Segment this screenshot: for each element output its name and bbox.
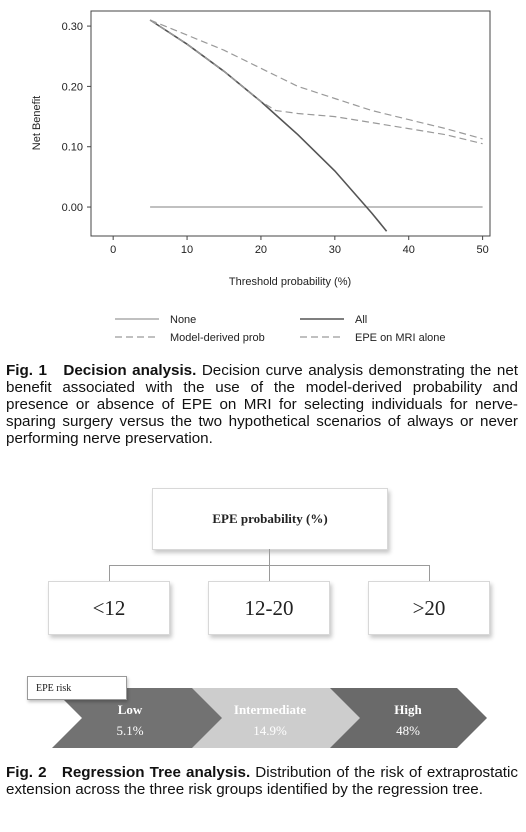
risk-group-name: High [394,702,422,717]
fig2-caption [6,764,518,798]
fig2-title: Regression Tree analysis. [61,764,251,781]
tree-connector-mid [269,565,270,581]
y-tick-label: 0.20 [61,81,83,94]
tree-leaf-label: 12-20 [244,595,294,620]
risk-group-value: 14.9% [253,723,287,738]
tree-root-node [152,488,388,550]
x-tick-label: 50 [476,244,489,256]
tree-root-label: EPE probability (%) [212,511,328,526]
y-tick-label: 0.30 [61,21,83,34]
y-tick-label: 0.00 [61,202,83,215]
plot-frame [91,11,490,236]
fig2-number: Fig. 2 [6,764,47,781]
fig1-title: Decision analysis. [63,362,197,379]
x-tick-label: 40 [402,244,415,256]
legend-label: All [355,314,368,326]
legend-label: Model-derived prob [170,332,265,344]
series-line-all [150,20,387,231]
legend-label: None [170,314,197,326]
legend-label: EPE on MRI alone [355,332,446,344]
decision-curve-chart [0,0,526,360]
y-tick-label: 0.10 [61,141,83,154]
fig1-text: Decision curve analysis demonstrating the net benefit associated with the use of the model-derived probability and presence or absence of EPE on MRI for selecting individuals for nerve-sparing surgery versus the two hypothetical scenarios of always or never performing nerve preservation. [6,362,518,447]
tree-leaf-mid [208,581,330,635]
risk-group-intermediate [220,702,320,739]
tree-leaf-label: >20 [412,595,446,620]
risk-group-value: 48% [396,723,420,738]
x-tick-label: 0 [110,244,117,256]
x-tick-label: 30 [328,244,341,256]
epe-risk-tag-label: EPE risk [36,683,72,694]
risk-group-high [358,702,458,739]
epe-risk-tag [27,676,127,700]
fig1-caption [6,362,518,447]
series-line-model-derived-prob [150,20,483,139]
x-axis-label: Threshold probability (%) [228,276,352,288]
risk-group-name: Intermediate [233,702,307,717]
tree-leaf-high [368,581,490,635]
tree-connector-vertical [269,549,270,566]
x-tick-label: 20 [254,244,268,256]
tree-leaf-low [48,581,170,635]
y-axis-label: Net Benefit [31,95,43,151]
chart-legend [115,314,446,344]
fig2-text: Distribution of the risk of extraprostatic extension across the three risk groups identified by the regression tree. [6,764,518,798]
fig1-number: Fig. 1 [6,362,47,379]
risk-group-name: Low [117,702,143,717]
tree-connector-left [109,565,110,581]
risk-group-value: 5.1% [116,723,144,738]
x-tick-label: 10 [180,244,194,256]
risk-group-low [80,702,180,739]
tree-connector-right [429,565,430,581]
tree-leaf-label: <12 [92,595,126,620]
